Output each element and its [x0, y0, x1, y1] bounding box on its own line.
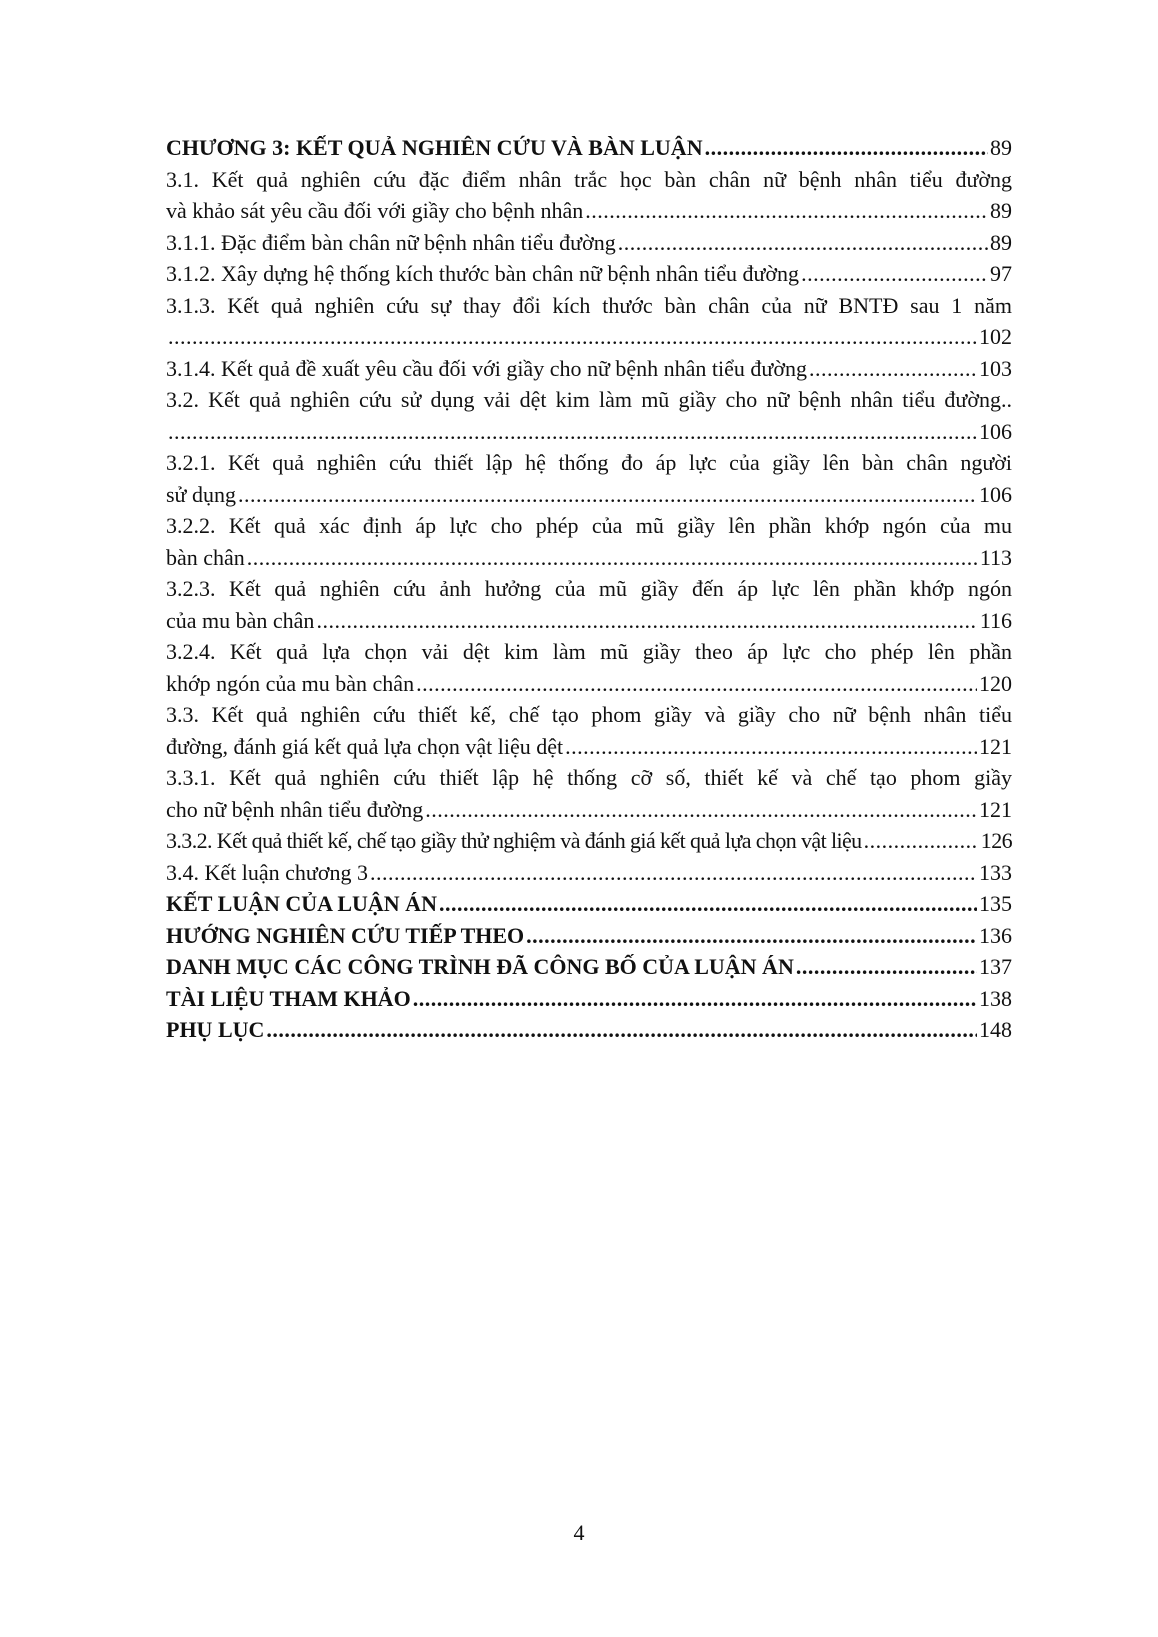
toc-entry-page: 148: [979, 1017, 1012, 1042]
toc-entry-title: DANH MỤC CÁC CÔNG TRÌNH ĐÃ CÔNG BỐ CỦA LUẬN ÁN: [166, 954, 794, 979]
toc-entry-title: bàn chân: [166, 544, 245, 570]
toc-entry-page: 116: [979, 607, 1012, 633]
toc-entry-title: 3.4. Kết luận chương 3: [166, 859, 368, 885]
dot-leader: [585, 195, 988, 227]
toc-entry-3-1-3[interactable]: [166, 290, 1012, 353]
dot-leader: [168, 321, 977, 353]
toc-entry-title: và khảo sát yêu cầu đối với giầy cho bệnh nhân: [166, 198, 584, 223]
toc-entry-3-2-1[interactable]: [166, 447, 1012, 510]
toc-entry-title: 3.1.1. Đặc điểm bàn chân nữ bệnh nhân tiểu đường: [166, 229, 616, 255]
toc-entry-title-line1: 3.3.1. Kết quả nghiên cứu thiết lập hệ thống cỡ số, thiết kế và chế tạo phom giầy: [166, 765, 1012, 790]
dot-leader: [439, 888, 977, 920]
toc-entry-page: 102: [979, 324, 1012, 349]
toc-entry-page: 113: [979, 544, 1012, 570]
toc-entry-3-3-1[interactable]: [166, 762, 1012, 825]
toc-entry-page: 97: [990, 261, 1012, 286]
dot-leader: [247, 542, 978, 574]
toc-entry-title: của mu bàn chân: [166, 607, 315, 633]
dot-leader: [416, 668, 977, 700]
toc-entry-3-3-2[interactable]: [166, 825, 1012, 857]
dot-leader: [809, 353, 977, 385]
toc-entry-title: 3.1.4. Kết quả đề xuất yêu cầu đối với giầy cho nữ bệnh nhân tiểu đường: [166, 355, 807, 381]
toc-entry-title: KẾT LUẬN CỦA LUẬN ÁN: [166, 891, 437, 916]
dot-leader: [168, 416, 977, 448]
dot-leader: [370, 857, 977, 889]
toc-entry-title: HƯỚNG NGHIÊN CỨU TIẾP THEO: [166, 922, 525, 948]
toc-entry-3-1[interactable]: [166, 164, 1012, 227]
toc-entry-3-1-1[interactable]: [166, 227, 1012, 259]
toc-entry-appendix[interactable]: [166, 1014, 1012, 1046]
toc-entry-title-line1: 3.2.1. Kết quả nghiên cứu thiết lập hệ thống đo áp lực của giầy lên bàn chân người: [166, 450, 1012, 475]
toc-entry-page: 89: [990, 229, 1012, 255]
toc-entry-title: cho nữ bệnh nhân tiểu đường: [166, 796, 424, 822]
toc-entry-title-line1: 3.2.3. Kết quả nghiên cứu ảnh hưởng của mũ giầy đến áp lực lên phần khớp ngón: [166, 576, 1012, 601]
toc-entry-page: 137: [979, 954, 1012, 979]
toc-entry-title: TÀI LIỆU THAM KHẢO: [166, 985, 411, 1011]
toc-entry-publications[interactable]: [166, 951, 1012, 983]
toc-entry-title-line1: 3.1.3. Kết quả nghiên cứu sự thay đổi kích thước bàn chân của nữ BNTĐ sau 1 năm: [166, 292, 1012, 318]
dot-leader: [618, 227, 988, 259]
toc-entry-3-1-4[interactable]: [166, 353, 1012, 385]
toc-entry-page: 103: [979, 355, 1012, 381]
toc-entry-title: PHỤ LỤC: [166, 1017, 265, 1042]
dot-leader: [526, 920, 977, 952]
dot-leader: [266, 1014, 977, 1046]
toc-entry-3-3[interactable]: [166, 699, 1012, 762]
dot-leader: [801, 258, 988, 290]
toc-entry-page: 133: [979, 859, 1012, 885]
toc-entry-title-line1: 3.3. Kết quả nghiên cứu thiết kế, chế tạo phom giầy và giầy cho nữ bệnh nhân tiểu: [166, 702, 1012, 727]
toc-entry-title: CHƯƠNG 3: KẾT QUẢ NGHIÊN CỨU VÀ BÀN LUẬN: [166, 135, 703, 160]
dot-leader: [864, 825, 979, 857]
dot-leader: [413, 983, 977, 1015]
dot-leader: [705, 132, 988, 164]
toc-entry-page: 121: [979, 733, 1012, 759]
dot-leader: [796, 951, 977, 983]
dot-leader: [238, 479, 977, 511]
toc-entry-page: 136: [979, 922, 1012, 948]
toc-entry-title: 3.3.2. Kết quả thiết kế, chế tạo giầy thử nghiệm và đánh giá kết quả lựa chọn vật liệu: [166, 828, 862, 853]
toc-entry-page: 135: [979, 891, 1012, 916]
toc-entry-page: 89: [990, 135, 1012, 160]
toc-entry-chapter-3[interactable]: [166, 132, 1012, 164]
toc-entry-3-2-4[interactable]: [166, 636, 1012, 699]
toc-entry-page: 126: [980, 828, 1012, 853]
toc-entry-future-research[interactable]: [166, 920, 1012, 952]
toc-entry-3-4[interactable]: [166, 857, 1012, 889]
dot-leader: [316, 605, 977, 637]
toc-entry-title-line1: 3.2.2. Kết quả xác định áp lực cho phép của mũ giầy lên phần khớp ngón của mu: [166, 513, 1012, 538]
toc-entry-title-line1: 3.1. Kết quả nghiên cứu đặc điểm nhân trắc học bàn chân nữ bệnh nhân tiểu đường: [166, 166, 1012, 192]
toc-entry-3-2[interactable]: [166, 384, 1012, 447]
toc-entry-title-line1: 3.2. Kết quả nghiên cứu sử dụng vải dệt kim làm mũ giầy cho nữ bệnh nhân tiểu đường..: [166, 387, 1012, 412]
toc-entry-title: đường, đánh giá kết quả lựa chọn vật liệu dệt: [166, 733, 564, 759]
toc-entry-3-2-3[interactable]: [166, 573, 1012, 636]
toc-entry-title: 3.1.2. Xây dựng hệ thống kích thước bàn chân nữ bệnh nhân tiểu đường: [166, 261, 800, 286]
toc-entry-page: 120: [979, 670, 1012, 696]
table-of-contents: [166, 132, 1012, 1046]
dot-leader: [425, 794, 977, 826]
toc-entry-page: 106: [979, 418, 1012, 444]
dot-leader: [565, 731, 977, 763]
page-number: 4: [573, 1520, 585, 1545]
toc-entry-page: 138: [979, 985, 1012, 1011]
toc-entry-title-line1: 3.2.4. Kết quả lựa chọn vải dệt kim làm mũ giầy theo áp lực cho phép lên phần: [166, 639, 1012, 664]
toc-entry-references[interactable]: [166, 983, 1012, 1015]
toc-entry-conclusion[interactable]: [166, 888, 1012, 920]
toc-entry-title: sử dụng: [166, 481, 236, 507]
toc-entry-page: 121: [979, 796, 1012, 822]
toc-entry-page: 106: [979, 481, 1012, 507]
toc-entry-page: 89: [990, 198, 1012, 223]
toc-entry-3-2-2[interactable]: [166, 510, 1012, 573]
toc-entry-3-1-2[interactable]: [166, 258, 1012, 290]
toc-entry-title: khớp ngón của mu bàn chân: [166, 670, 415, 696]
